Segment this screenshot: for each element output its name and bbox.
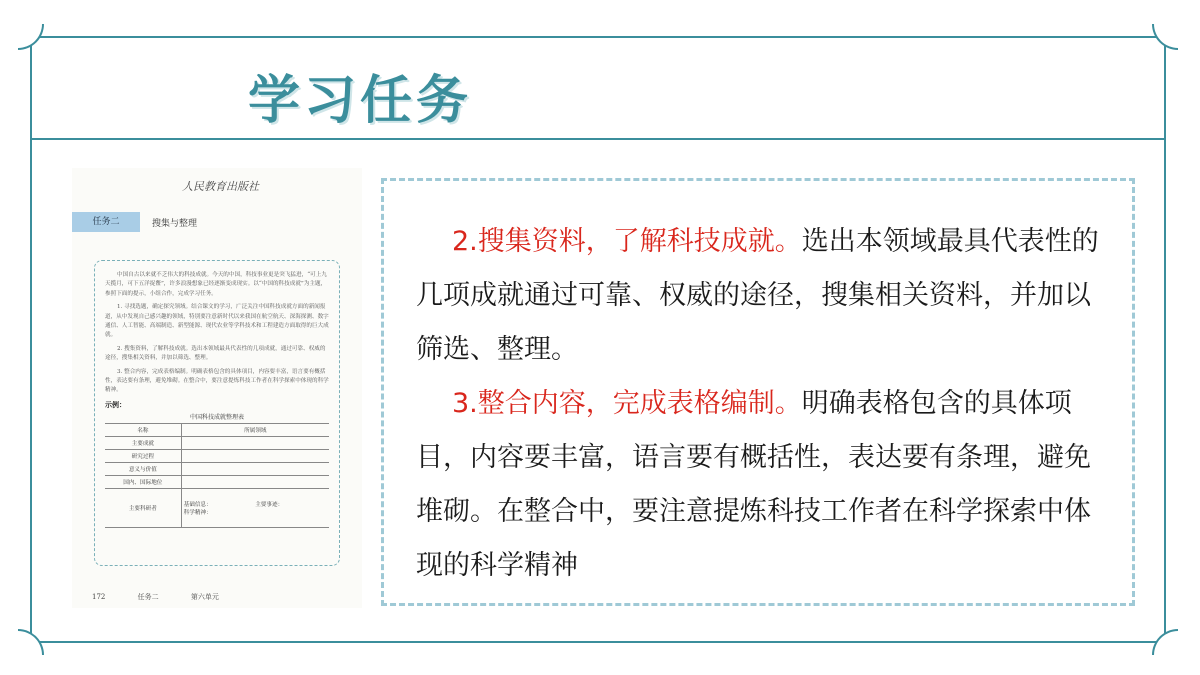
table-title: 中国科技成就整理表 [189,413,244,421]
task-item-2-heading: 2.搜集资料，了解科技成就。 [452,226,802,257]
task-item-3-heading: 3.整合内容，完成表格编制。 [452,388,802,419]
table-cell-value [181,462,329,475]
researcher-spirit-label: 科学精神： [183,509,212,516]
title-divider [30,138,1166,140]
table-row [105,423,329,436]
table-cell-label: 国内、国际地位 [105,475,181,488]
footer-task: 任务二 [137,593,159,601]
table-row [105,436,329,449]
achievement-table [105,423,329,528]
table-cell-label: 名称 [105,423,181,436]
footer-unit: 第六单元 [190,593,219,601]
task-tab-title: 搜集与整理 [152,219,198,229]
task-step-2: 2. 搜集资料，了解科技成就。选出本领域最具代表性的几项成就，通过可靠、权威的途径，搜集相关资料，并加以筛选、整理。 [105,345,326,362]
table-cell-value [181,475,329,488]
task-step-1: 1. 寻找选题，确定探究领域。结合课文的学习，广泛关注中国科技成就方面的新闻报道，从中发现自己感兴趣的领域，特别要注意新时代以来我国在航空航天、深海探测、数字通信、人工智能、高端制造、新型能源、现代农业等学科技术和工程建造方面取得的巨大成就。 [105,304,329,339]
frame-corner [1152,629,1178,655]
task-step-3: 3. 整合内容，完成表格编制。明确表格包含的具体项目，内容要丰富，语言要有概括性，表达要有条理，避免堆砌。在整合中，要注意提炼科技工作者在科学探索中体现的科学精神。 [105,368,329,394]
task-item-3 [416,377,1104,593]
table-row [105,475,329,488]
textbook-page-image [72,168,362,608]
page-footer [92,592,249,602]
publisher-mark: 人民教育出版社 [182,180,259,193]
table-cell-label: 研究过程 [105,449,181,462]
table-cell-value [181,436,329,449]
task-box [94,260,340,566]
task-item-2-body: 选出本领域最具代表性的几项成就通过可靠、权威的途径，搜集相关资料，并加以筛选、整理。 [416,226,1099,365]
table-cell-value [181,488,329,527]
table-cell-label: 主要科研者 [105,488,181,527]
researcher-basic-label: 基础信息： [183,501,212,508]
task-item-3-body: 明确表格包含的具体项目，内容要丰富，语言要有概括性，表达要有条理，避免堆砌。在整合中，要注意提炼科技工作者在科学探索中体现的科学精神 [416,388,1091,581]
table-cell-label: 意义与价值 [105,462,181,475]
example-label: 示例： [105,399,126,409]
task-content-box [381,178,1135,606]
table-cell-value: 所属领域 [181,423,329,436]
researcher-deeds-label: 主要事迹： [255,501,284,508]
frame-corner [1152,24,1178,50]
task-item-2 [416,215,1104,377]
table-row [105,449,329,462]
table-row [105,462,329,475]
page-number: 172 [92,593,106,601]
table-cell-value [181,449,329,462]
slide-title: 学习任务 [248,71,473,131]
task-tab: 任务二 [72,212,140,232]
task-intro: 中国自古以来就不乏伟大的科技成就。今天的中国，科技事业更是突飞猛进，“可上九天揽月，可下五洋捉鳖”，许多浪漫想象已经逐渐变成现实。以“中国的科技成就”为主题，参照下面的提示，小组合作，完成学习任务。 [105,272,327,297]
table-cell-label: 主要成就 [105,436,181,449]
frame-corner [18,24,44,50]
table-row [105,488,329,527]
frame-corner [18,629,44,655]
